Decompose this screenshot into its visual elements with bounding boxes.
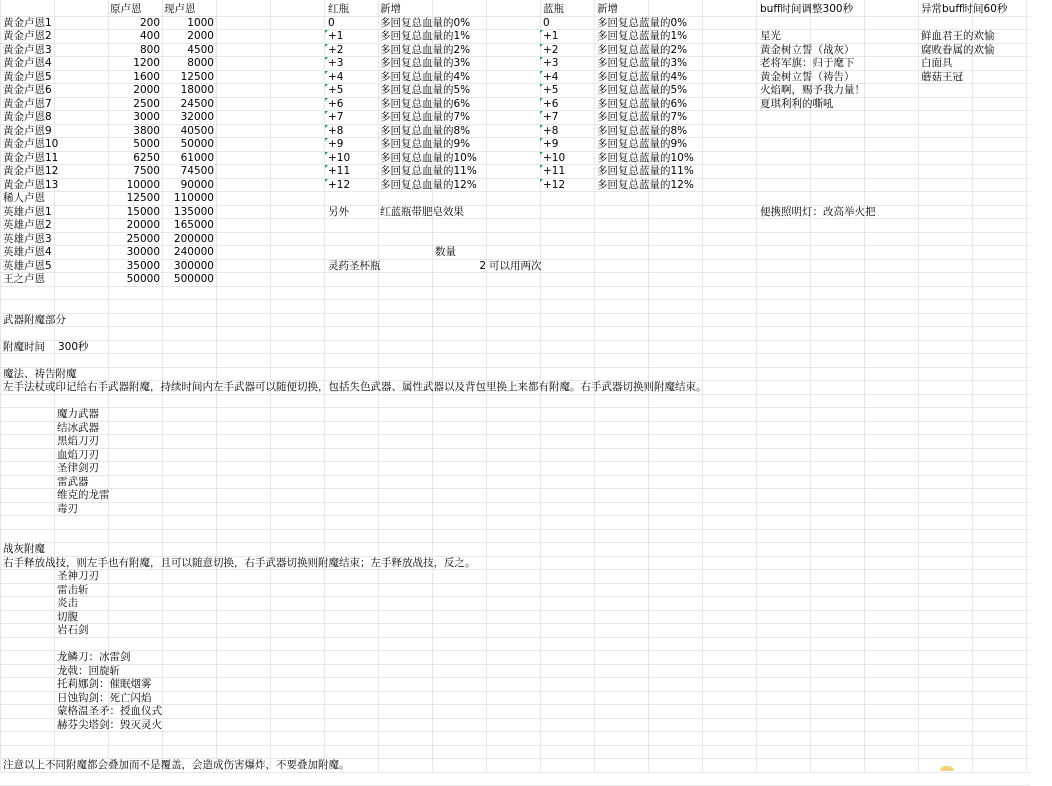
cell-comment-marker-icon	[540, 152, 543, 155]
row-gridline	[0, 677, 1030, 678]
flask-level-cell[interactable]: +12	[543, 178, 566, 191]
rune-original-cell[interactable]: 3000	[133, 111, 160, 123]
rune-current-cell[interactable]: 50000	[180, 138, 214, 150]
flask-effect-cell[interactable]: 多回复总蓝量的3%	[597, 57, 688, 69]
cell-comment-marker-icon	[540, 84, 543, 87]
rune-original-cell[interactable]: 800	[139, 43, 160, 56]
column-gridline	[0, 0, 1, 771]
flask-effect-cell[interactable]: 多回复总蓝量的12%	[597, 178, 694, 191]
column-header[interactable]: 原卢恩	[110, 3, 142, 15]
flask-effect-cell[interactable]: 多回复总血量的4%	[380, 70, 471, 83]
flask-effect-cell[interactable]: 多回复总蓝量的11%	[597, 165, 694, 177]
extra-value-cell[interactable]: 红蓝瓶带肥皂效果	[380, 205, 464, 218]
cell-comment-marker-icon	[540, 125, 543, 128]
row-gridline	[0, 434, 1030, 435]
rune-name-cell[interactable]: 黄金卢恩12	[3, 165, 59, 177]
flask-effect-cell[interactable]: 多回复总血量的5%	[380, 84, 471, 96]
row-gridline	[0, 583, 1030, 584]
flask-level-cell[interactable]: +11	[543, 165, 566, 177]
corner-logo-icon	[940, 766, 954, 771]
rune-name-cell[interactable]: 黄金卢恩4	[3, 57, 52, 69]
row-gridline	[0, 542, 1030, 543]
rune-original-cell[interactable]: 25000	[126, 232, 160, 245]
flask-effect-cell[interactable]: 多回复总血量的12%	[380, 178, 477, 191]
footer-note[interactable]: 注意以上不同附魔都会叠加而不是覆盖，会造成伤害爆炸，不要叠加附魔。	[3, 759, 350, 771]
cell-comment-marker-icon	[325, 165, 328, 168]
cell-comment-marker-icon	[325, 152, 328, 155]
flask-effect-cell[interactable]: 多回复总蓝量的2%	[597, 43, 688, 56]
magic-enchant-item[interactable]: 黑焰刀刃	[57, 435, 99, 447]
buff-item-cell[interactable]: 夏琪利利的嘶吼	[760, 97, 834, 110]
row-gridline	[0, 367, 1030, 368]
torch-note-cell[interactable]: 便携照明灯：改高举火把	[760, 205, 876, 218]
row-gridline	[0, 691, 1030, 692]
flask-effect-cell[interactable]: 多回复总血量的0%	[380, 16, 471, 29]
flask-level-cell[interactable]: +1	[328, 30, 344, 42]
flask-level-cell[interactable]: +6	[543, 97, 559, 110]
cell-comment-marker-icon	[325, 30, 328, 33]
flask-level-cell[interactable]: +4	[328, 70, 344, 83]
row-gridline	[0, 340, 1030, 341]
rune-name-cell[interactable]: 黄金卢恩5	[3, 70, 52, 83]
row-gridline	[0, 745, 1030, 746]
flask-level-cell[interactable]: +11	[328, 165, 351, 177]
row-gridline	[0, 596, 1030, 597]
flask-level-cell[interactable]: +2	[328, 43, 344, 56]
rune-current-cell[interactable]: 135000	[173, 205, 214, 218]
magic-enchant-item[interactable]: 圣律剑刃	[57, 462, 99, 474]
cell-comment-marker-icon	[540, 30, 543, 33]
rune-original-cell[interactable]: 6250	[133, 151, 160, 164]
rune-current-cell[interactable]: 200000	[173, 232, 214, 245]
rune-current-cell[interactable]: 8000	[187, 57, 214, 69]
section-title[interactable]: 武器附魔部分	[3, 313, 66, 326]
rune-original-cell[interactable]: 1600	[133, 70, 160, 83]
rune-current-cell[interactable]: 300000	[173, 259, 214, 272]
rune-original-cell[interactable]: 400	[139, 30, 160, 42]
rune-original-cell[interactable]: 2000	[133, 84, 160, 96]
rune-original-cell[interactable]: 12500	[126, 192, 160, 204]
rune-name-cell[interactable]: 黄金卢恩2	[3, 30, 52, 42]
flask-effect-cell[interactable]: 多回复总蓝量的9%	[597, 138, 688, 150]
ash-enchant-item[interactable]: 雷击斩	[57, 583, 89, 596]
flask-level-cell[interactable]: +9	[328, 138, 344, 150]
flask-effect-cell[interactable]: 多回复总蓝量的6%	[597, 97, 688, 110]
rune-name-cell[interactable]: 英雄卢恩1	[3, 205, 52, 218]
cell-comment-marker-icon	[325, 57, 328, 60]
column-header[interactable]: 蓝瓶	[543, 3, 564, 15]
flask-level-cell[interactable]: 0	[328, 16, 335, 29]
cell-comment-marker-icon	[540, 111, 543, 114]
row-gridline	[0, 664, 1030, 665]
buff-item-cell[interactable]: 星光	[760, 30, 781, 42]
rune-name-cell[interactable]: 英雄卢恩3	[3, 232, 52, 245]
quantity-header[interactable]: 数量	[435, 246, 456, 258]
magic-enchant-item[interactable]: 血焰刀刃	[57, 448, 99, 461]
row-gridline	[0, 475, 1030, 476]
cell-comment-marker-icon	[540, 44, 543, 47]
column-header[interactable]: 新增	[380, 3, 401, 15]
weapon-skill-item[interactable]: 日蚀钩剑：死亡闪焰	[57, 691, 152, 704]
abnormal-buff-item-cell[interactable]: 腐败眷属的欢愉	[921, 43, 995, 56]
flask-effect-cell[interactable]: 多回复总蓝量的8%	[597, 124, 688, 137]
rune-original-cell[interactable]: 5000	[133, 138, 160, 150]
weapon-skill-item[interactable]: 龙鳞刀：冰雷剑	[57, 651, 131, 663]
rune-current-cell[interactable]: 165000	[173, 219, 214, 231]
flask-effect-cell[interactable]: 多回复总血量的2%	[380, 43, 471, 56]
rune-name-cell[interactable]: 王之卢恩	[3, 273, 45, 285]
rune-original-cell[interactable]: 200	[139, 16, 160, 29]
rune-current-cell[interactable]: 18000	[180, 84, 214, 96]
rune-original-cell[interactable]: 50000	[126, 273, 160, 285]
rune-name-cell[interactable]: 黄金卢恩6	[3, 84, 52, 96]
cell-comment-marker-icon	[325, 44, 328, 47]
weapon-skill-item[interactable]: 龙戟：回旋斩	[57, 664, 120, 677]
flask-effect-cell[interactable]: 多回复总血量的10%	[380, 151, 477, 164]
rune-name-cell[interactable]: 黄金卢恩13	[3, 178, 59, 191]
rune-original-cell[interactable]: 2500	[133, 97, 160, 110]
row-gridline	[0, 610, 1030, 611]
cell-comment-marker-icon	[540, 165, 543, 168]
time-value-cell[interactable]: 300秒	[58, 340, 89, 353]
buff-item-cell[interactable]: 老将军旗：归于麾下	[760, 57, 855, 69]
flask-level-cell[interactable]: +8	[543, 124, 559, 137]
flask-effect-cell[interactable]: 多回复总蓝量的5%	[597, 84, 688, 96]
rune-current-cell[interactable]: 32000	[180, 111, 214, 123]
column-header[interactable]: 新增	[597, 3, 618, 15]
flask-effect-cell[interactable]: 多回复总血量的8%	[380, 124, 471, 137]
row-gridline	[0, 529, 1030, 530]
rune-name-cell[interactable]: 黄金卢恩8	[3, 111, 52, 123]
rune-original-cell[interactable]: 1200	[133, 57, 160, 69]
rune-current-cell[interactable]: 500000	[173, 273, 214, 285]
abnormal-buff-item-cell[interactable]: 白面具	[921, 57, 953, 69]
rune-current-cell[interactable]: 4500	[187, 43, 214, 56]
flask-level-cell[interactable]: +10	[328, 151, 351, 164]
ash-enchant-item[interactable]: 圣神刀刃	[57, 570, 99, 582]
magic-enchant-title[interactable]: 魔法、祷告附魔	[3, 367, 77, 380]
rune-original-cell[interactable]: 30000	[126, 246, 160, 258]
magic-enchant-item[interactable]: 魔力武器	[57, 408, 99, 420]
flask-effect-cell[interactable]: 多回复总血量的9%	[380, 138, 471, 150]
column-gridline	[1026, 0, 1027, 771]
flask-effect-cell[interactable]: 多回复总血量的1%	[380, 30, 471, 42]
row-gridline	[0, 353, 1030, 354]
flask-level-cell[interactable]: +7	[328, 111, 344, 123]
row-gridline	[0, 461, 1030, 462]
column-gridline	[810, 0, 811, 771]
flask-level-cell[interactable]: +10	[543, 151, 566, 164]
row-gridline	[0, 488, 1030, 489]
item-qty-cell[interactable]: 2	[479, 259, 486, 272]
ash-enchant-title[interactable]: 战灰附魔	[3, 543, 45, 555]
flask-effect-cell[interactable]: 多回复总蓝量的10%	[597, 151, 694, 164]
abnormal-buff-item-cell[interactable]: 蘑菇王冠	[921, 70, 963, 83]
ash-enchant-item[interactable]: 切腹	[57, 610, 78, 623]
flask-effect-cell[interactable]: 多回复总蓝量的7%	[597, 111, 688, 123]
flask-effect-cell[interactable]: 多回复总蓝量的1%	[597, 30, 688, 42]
row-gridline	[0, 637, 1030, 638]
cell-comment-marker-icon	[540, 179, 543, 182]
flask-level-cell[interactable]: +4	[543, 70, 559, 83]
rune-original-cell[interactable]: 7500	[133, 165, 160, 177]
flask-effect-cell[interactable]: 多回复总蓝量的0%	[597, 16, 688, 29]
cell-comment-marker-icon	[325, 125, 328, 128]
flask-effect-cell[interactable]: 多回复总血量的3%	[380, 57, 471, 69]
flask-level-cell[interactable]: +5	[328, 84, 344, 96]
rune-current-cell[interactable]: 1000	[187, 16, 214, 29]
weapon-skill-item[interactable]: 赫芬尖塔剑：毁灭灵火	[57, 718, 162, 731]
buff-header[interactable]: buff时间调整300秒	[760, 3, 854, 15]
buff-item-cell[interactable]: 黄金树立誓（战灰）	[760, 43, 855, 56]
row-gridline	[0, 502, 1030, 503]
item-name-cell[interactable]: 灵药圣杯瓶	[328, 259, 381, 272]
rune-name-cell[interactable]: 英雄卢恩5	[3, 259, 52, 272]
flask-level-cell[interactable]: +8	[328, 124, 344, 137]
flask-level-cell[interactable]: +3	[328, 57, 344, 69]
extra-label-cell[interactable]: 另外	[328, 205, 349, 218]
rune-current-cell[interactable]: 61000	[180, 151, 214, 164]
rune-name-cell[interactable]: 黄金卢恩3	[3, 43, 52, 56]
flask-level-cell[interactable]: +12	[328, 178, 351, 191]
magic-enchant-item[interactable]: 结冰武器	[57, 421, 99, 434]
abnormal-buff-item-cell[interactable]: 鲜血君王的欢愉	[921, 30, 995, 42]
cell-comment-marker-icon	[540, 98, 543, 101]
flask-effect-cell[interactable]: 多回复总血量的11%	[380, 165, 477, 177]
row-gridline	[0, 448, 1030, 449]
weapon-skill-item[interactable]: 托莉娜剑：催眠烟雾	[57, 678, 152, 690]
rune-name-cell[interactable]: 黄金卢恩11	[3, 151, 59, 164]
flask-level-cell[interactable]: +6	[328, 97, 344, 110]
rune-original-cell[interactable]: 15000	[126, 205, 160, 218]
magic-enchant-item[interactable]: 雷武器	[57, 475, 89, 488]
column-header[interactable]: 红瓶	[328, 3, 349, 15]
flask-level-cell[interactable]: +2	[543, 43, 559, 56]
row-gridline	[0, 299, 1030, 300]
time-label-cell[interactable]: 附魔时间	[3, 340, 45, 353]
column-gridline	[864, 0, 865, 771]
cell-comment-marker-icon	[540, 138, 543, 141]
rune-original-cell[interactable]: 20000	[126, 219, 160, 231]
rune-name-cell[interactable]: 黄金卢恩7	[3, 97, 52, 110]
rune-current-cell[interactable]: 74500	[180, 165, 214, 177]
rune-name-cell[interactable]: 英雄卢恩2	[3, 219, 52, 231]
cell-comment-marker-icon	[325, 179, 328, 182]
cell-comment-marker-icon	[325, 84, 328, 87]
flask-level-cell[interactable]: 0	[543, 16, 550, 29]
rune-name-cell[interactable]: 黄金卢恩10	[3, 138, 59, 150]
ash-enchant-item[interactable]: 岩石剑	[57, 624, 89, 636]
item-note-cell[interactable]: 可以用两次	[489, 259, 542, 272]
flask-level-cell[interactable]: +1	[543, 30, 559, 42]
buff-item-cell[interactable]: 黄金树立誓（祷告）	[760, 70, 855, 83]
row-gridline	[0, 515, 1030, 516]
row-gridline	[0, 407, 1030, 408]
flask-effect-cell[interactable]: 多回复总血量的6%	[380, 97, 471, 110]
flask-level-cell[interactable]: +7	[543, 111, 559, 123]
rune-current-cell[interactable]: 2000	[187, 30, 214, 42]
rune-name-cell[interactable]: 英雄卢恩4	[3, 246, 52, 258]
flask-level-cell[interactable]: +3	[543, 57, 559, 69]
cell-comment-marker-icon	[325, 111, 328, 114]
ash-enchant-item[interactable]: 炎击	[57, 597, 78, 609]
row-gridline	[0, 313, 1030, 314]
cell-comment-marker-icon	[325, 138, 328, 141]
rune-name-cell[interactable]: 黄金卢恩1	[3, 16, 52, 29]
magic-enchant-item[interactable]: 毒刃	[57, 502, 78, 515]
rune-current-cell[interactable]: 24500	[180, 97, 214, 110]
column-header[interactable]: 现卢恩	[164, 3, 196, 15]
row-gridline	[0, 421, 1030, 422]
rune-current-cell[interactable]: 40500	[180, 124, 214, 137]
row-gridline	[0, 326, 1030, 327]
rune-current-cell[interactable]: 240000	[173, 246, 214, 258]
rune-name-cell[interactable]: 稀人卢恩	[3, 192, 45, 204]
row-gridline	[0, 650, 1030, 651]
cell-comment-marker-icon	[540, 57, 543, 60]
cell-comment-marker-icon	[540, 71, 543, 74]
rune-current-cell[interactable]: 90000	[180, 178, 214, 191]
rune-name-cell[interactable]: 黄金卢恩9	[3, 124, 52, 137]
magic-enchant-desc[interactable]: 左手法杖或印记给右手武器附魔，持续时间内左手武器可以随便切换，包括失色武器、属性武器以及背包里换上来都有附魔。右手武器切换则附魔结束。	[3, 381, 707, 393]
weapon-skill-item[interactable]: 蒙格温圣矛：授血仪式	[57, 705, 162, 717]
flask-level-cell[interactable]: +9	[543, 138, 559, 150]
rune-current-cell[interactable]: 12500	[180, 70, 214, 83]
column-gridline	[918, 0, 919, 771]
flask-effect-cell[interactable]: 多回复总蓝量的4%	[597, 70, 688, 83]
rune-original-cell[interactable]: 10000	[126, 178, 160, 191]
buff-item-cell[interactable]: 火焰啊，赐予我力量！	[760, 84, 865, 96]
ash-enchant-desc[interactable]: 右手释放战技，则左手也有附魔，且可以随意切换，右手武器切换则附魔结束；左手释放战技，反之。	[3, 556, 476, 569]
rune-original-cell[interactable]: 35000	[126, 259, 160, 272]
rune-original-cell[interactable]: 3800	[133, 124, 160, 137]
rune-current-cell[interactable]: 110000	[173, 192, 214, 204]
column-gridline	[972, 0, 973, 771]
abnormal-buff-header[interactable]: 异常buff时间60秒	[921, 3, 1008, 15]
cell-comment-marker-icon	[325, 71, 328, 74]
magic-enchant-item[interactable]: 维克的龙雷	[57, 489, 110, 501]
cell-comment-marker-icon	[325, 98, 328, 101]
flask-effect-cell[interactable]: 多回复总血量的7%	[380, 111, 471, 123]
flask-level-cell[interactable]: +5	[543, 84, 559, 96]
row-gridline	[0, 623, 1030, 624]
column-gridline	[756, 0, 757, 771]
